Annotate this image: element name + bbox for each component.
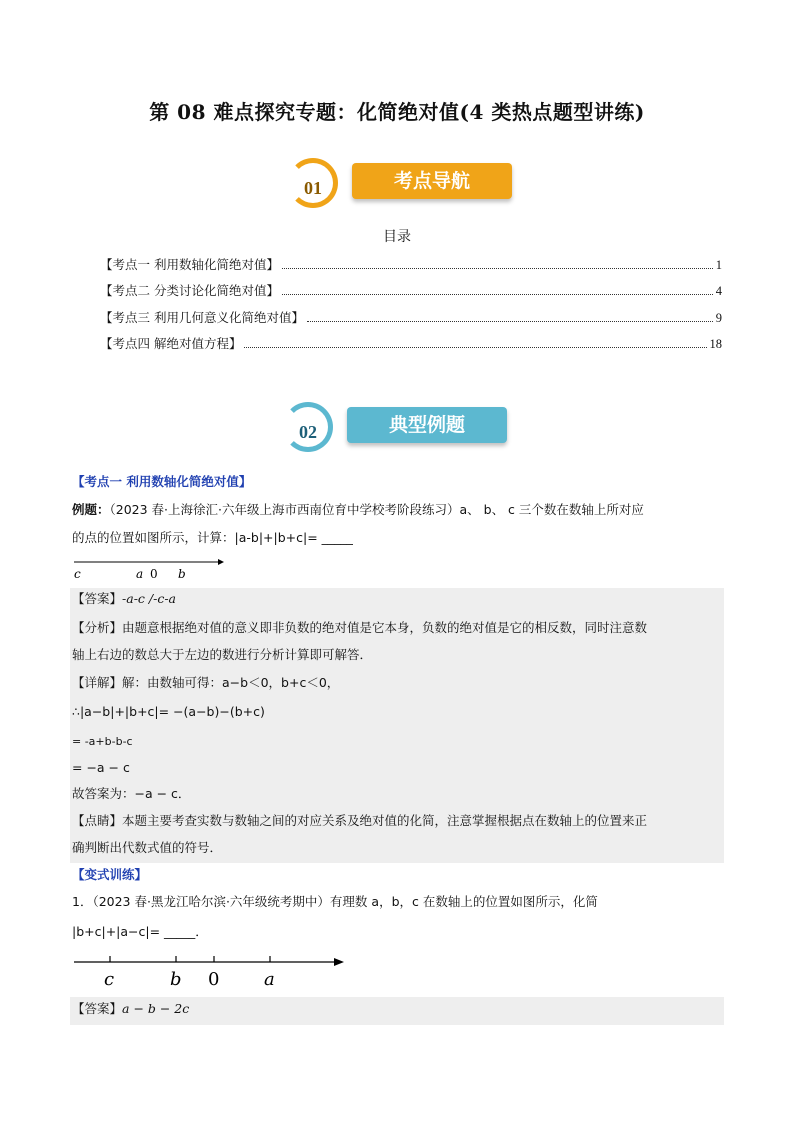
answer-value: a − b − 2c	[122, 1001, 190, 1016]
axis-label-0: 0	[150, 567, 158, 581]
answer-label: 【答案】	[72, 591, 123, 606]
axis-label-b: b	[170, 969, 182, 990]
analysis-line-2: 轴上右边的数总大于左边的数进行分析计算即可解答．	[72, 647, 373, 662]
point-heading: 【考点一 利用数轴化简绝对值】	[72, 474, 252, 489]
toc-item[interactable]	[100, 279, 722, 299]
answer-label: 【答案】	[72, 1001, 123, 1016]
detail-line-4: = −a − c	[72, 760, 130, 775]
toc-item-page: 4	[715, 284, 722, 298]
toc-item-page: 18	[709, 337, 722, 351]
axis-label-c: c	[104, 969, 115, 990]
toc-leader	[307, 321, 713, 322]
axis-label-a: a	[136, 567, 144, 581]
detail-line-5: 故答案为：−a − c．	[72, 786, 191, 801]
analysis-text: 由题意根据绝对值的意义即非负数的绝对值是它本身，负数的绝对值是它的相反数，同时注意数	[122, 620, 648, 635]
analysis-line-1	[72, 618, 726, 638]
toc-item-label: 【考点三 利用几何意义化简绝对值】	[100, 310, 304, 325]
section-number: 01	[288, 158, 338, 208]
answer-line	[72, 589, 176, 609]
page-title: 第 08 难点探究专题：化简绝对值(4 类热点题型讲练)	[149, 100, 645, 124]
practice-question-1b: |b+c|+|a−c|= _____．	[72, 924, 208, 939]
comment-line-1	[72, 811, 726, 831]
answer-value: -a-c /-c-a	[122, 591, 177, 606]
toc-item-label: 【考点二 分类讨论化简绝对值】	[100, 283, 279, 298]
practice-answer-line	[72, 999, 189, 1019]
detail-text: 解：由数轴可得：a−b＜0，b+c＜0，	[122, 675, 340, 690]
number-line-2	[72, 952, 352, 992]
toc-heading: 目录	[383, 229, 411, 245]
toc-item-page: 9	[715, 311, 722, 325]
toc-item[interactable]	[100, 306, 722, 326]
axis-label-a: a	[264, 969, 275, 990]
example-text: （2023 春·上海徐汇·六年级上海市西南位育中学校考阶段练习）a、 b、 c 三个数在数轴上所对应	[109, 502, 644, 517]
toc-item[interactable]	[100, 332, 722, 352]
axis-label-c: c	[74, 567, 81, 581]
section-label: 典型例题	[347, 407, 507, 443]
detail-line-1	[72, 673, 339, 693]
toc-leader	[244, 347, 706, 348]
section-label: 考点导航	[352, 163, 512, 199]
practice-heading: 【变式训练】	[72, 867, 148, 882]
example-label: 例题：	[72, 502, 110, 517]
toc-item-label: 【考点一 利用数轴化简绝对值】	[100, 257, 279, 272]
detail-label: 【详解】	[72, 675, 123, 690]
practice-question-1: 1．（2023 春·黑龙江哈尔滨·六年级统考期中）有理数 a，b，c 在数轴上的位置如图所示，化简	[72, 894, 598, 909]
toc-leader	[282, 294, 713, 295]
toc-item-page: 1	[715, 258, 722, 272]
analysis-label: 【分析】	[72, 620, 123, 635]
number-line-1	[72, 556, 232, 582]
toc-item[interactable]	[100, 253, 722, 273]
axis-label-b: b	[178, 567, 186, 581]
example-line-1	[72, 500, 726, 520]
comment-label: 【点睛】	[72, 813, 123, 828]
axis-label-0: 0	[208, 969, 220, 990]
detail-line-2: ∴|a−b|+|b+c|= −(a−b)−(b+c)	[72, 704, 265, 719]
section-number: 02	[283, 402, 333, 452]
toc-leader	[282, 268, 713, 269]
detail-line-3: = -a+b-b-c	[72, 735, 133, 748]
example-line-2: 的点的位置如图所示，计算：|a-b|+|b+c|= _____	[72, 530, 353, 545]
comment-line-2: 确判断出代数式值的符号．	[72, 840, 223, 855]
comment-text: 本题主要考查实数与数轴之间的对应关系及绝对值的化简，注意掌握根据点在数轴上的位置来正	[122, 813, 648, 828]
toc-item-label: 【考点四 解绝对值方程】	[100, 336, 242, 351]
